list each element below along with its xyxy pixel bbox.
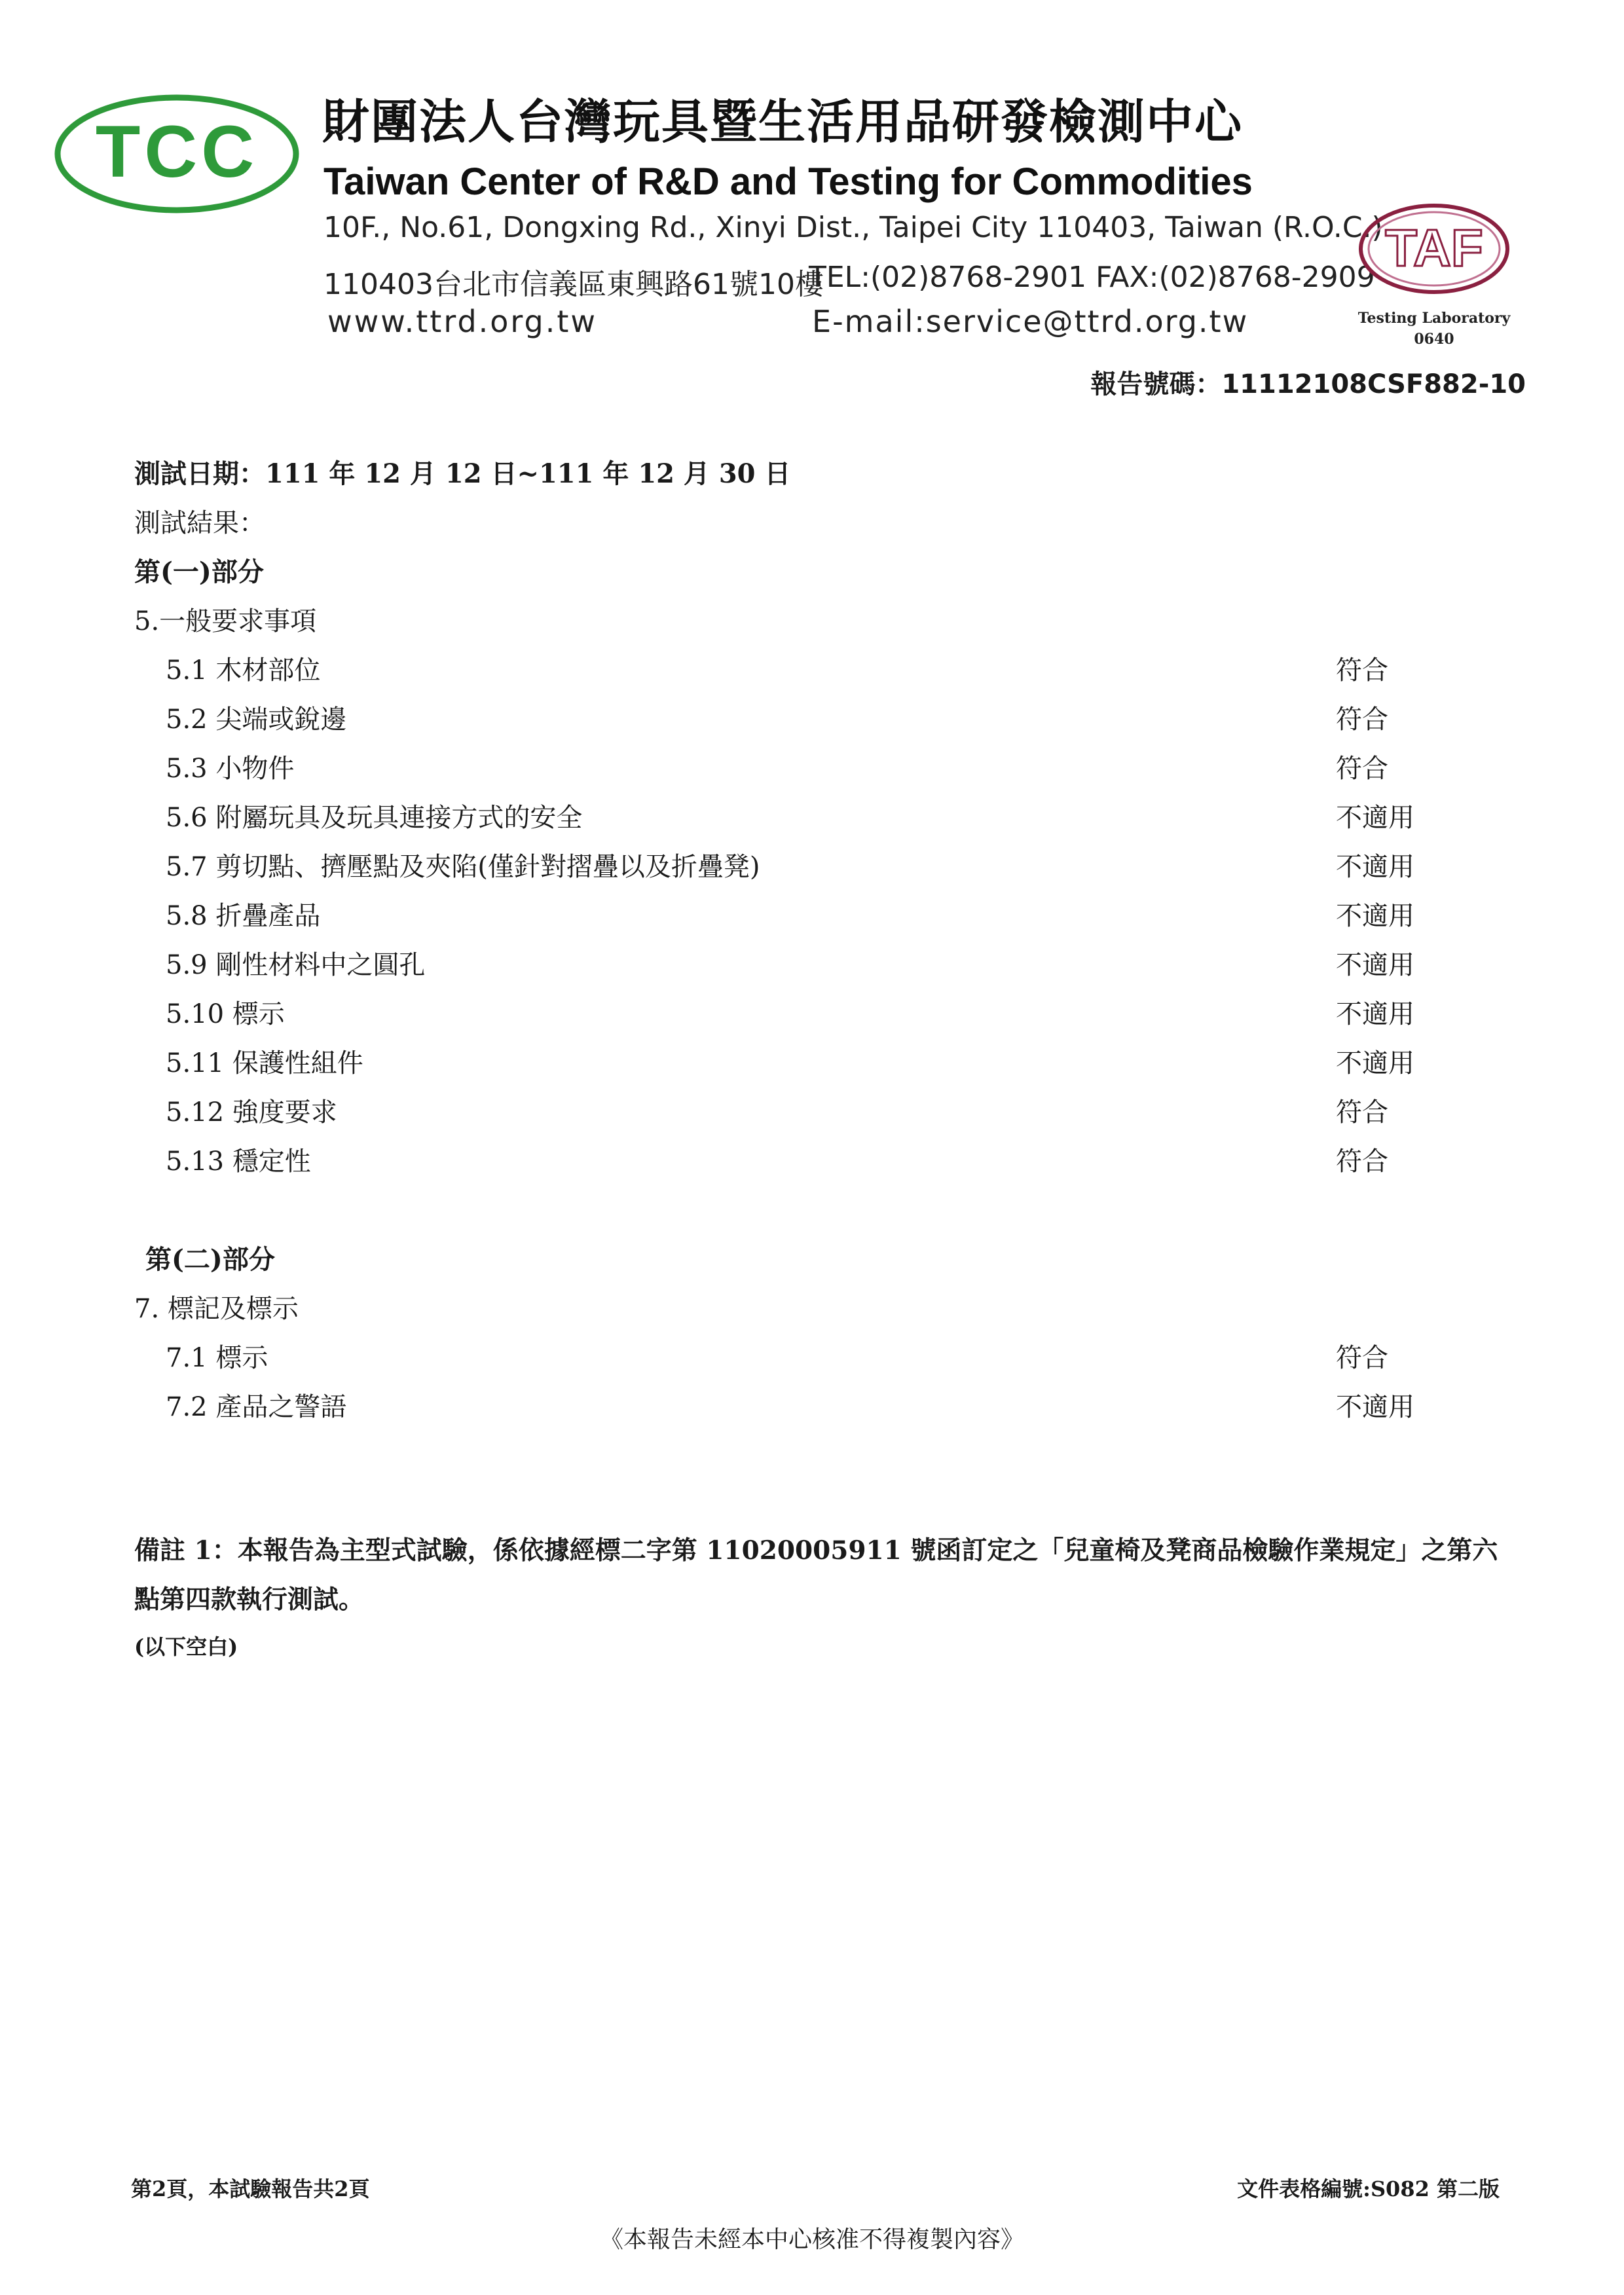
item-label: 5.6 附屬玩具及玩具連接方式的安全	[166, 803, 583, 833]
copy-notice: 《本報告未經本中心核准不得複製內容》	[599, 2226, 1024, 2253]
item-result: 不適用	[1336, 950, 1414, 980]
item-label: 5.12 強度要求	[166, 1097, 337, 1128]
item-label: 5.13 穩定性	[166, 1147, 311, 1177]
report-number: 報告號碼：11112108CSF882-10	[1090, 369, 1526, 399]
taf-caption-line1: Testing Laboratory	[1357, 310, 1511, 327]
taf-logo	[1356, 196, 1513, 308]
item-result: 不適用	[1336, 901, 1414, 931]
section5-title: 5.一般要求事項	[134, 606, 317, 636]
part1-heading: 第(一)部分	[134, 557, 264, 587]
taf-logo-text: TAF	[1385, 219, 1483, 277]
website: www.ttrd.org.tw	[327, 304, 597, 339]
item-result: 符合	[1336, 754, 1388, 784]
blank-below-note: (以下空白)	[134, 1634, 238, 1659]
item-label: 5.1 木材部位	[166, 655, 321, 686]
taf-caption-line2: 0640	[1414, 331, 1454, 348]
test-results-label: 測試結果：	[134, 508, 265, 538]
part2-heading: 第(二)部分	[145, 1244, 275, 1275]
org-name-en: Taiwan Center of R&D and Testing for Commodities	[323, 160, 1253, 203]
item-label: 5.3 小物件	[166, 754, 295, 784]
org-name-zh: 財團法人台灣玩具暨生活用品研發檢測中心	[322, 94, 1244, 149]
item-result: 符合	[1336, 1343, 1388, 1373]
item-result: 符合	[1336, 1097, 1388, 1128]
test-date: 測試日期：111 年 12 月 12 日~111 年 12 月 30 日	[134, 458, 791, 489]
item-label: 5.2 尖端或銳邊	[166, 705, 347, 735]
address-zh: 110403台北市信義區東興路61號10樓	[323, 268, 824, 301]
note-line-1: 備註 1：本報告為主型式試驗，係依據經標二字第 11020005911 號函訂定之「兒童椅及凳商品檢驗作業規定」之第六	[134, 1535, 1498, 1566]
address-en: 10F., No.61, Dongxing Rd., Xinyi Dist., Taipei City 110403, Taiwan (R.O.C.)	[323, 211, 1383, 244]
form-number: 文件表格編號:S082 第二版	[1237, 2176, 1500, 2201]
email: E-mail:service@ttrd.org.tw	[812, 304, 1249, 339]
item-result: 不適用	[1336, 999, 1414, 1029]
tcc-logo	[52, 92, 301, 216]
item-label: 7.2 產品之警語	[166, 1392, 347, 1422]
item-label: 5.7 剪切點、擠壓點及夾陷(僅針對摺疊以及折疊凳)	[166, 852, 760, 882]
taf-caption	[1336, 308, 1532, 350]
tel-fax: TEL:(02)8768-2901 FAX:(02)8768-2909	[809, 261, 1375, 294]
item-label: 5.11 保護性組件	[166, 1048, 363, 1078]
item-label: 5.9 剛性材料中之圓孔	[166, 950, 426, 980]
tcc-logo-text: TCC	[95, 111, 259, 193]
item-result: 不適用	[1336, 1048, 1414, 1078]
item-result: 符合	[1336, 705, 1388, 735]
item-result: 不適用	[1336, 1392, 1414, 1422]
note-line-2: 點第四款執行測試。	[134, 1585, 365, 1615]
item-label: 5.10 標示	[166, 999, 285, 1029]
item-result: 符合	[1336, 655, 1388, 686]
item-result: 不適用	[1336, 852, 1414, 882]
item-result: 不適用	[1336, 803, 1414, 833]
item-result: 符合	[1336, 1147, 1388, 1177]
section7-title: 7. 標記及標示	[134, 1294, 299, 1324]
item-label: 7.1 標示	[166, 1343, 268, 1373]
page-info: 第2頁，本試驗報告共2頁	[131, 2176, 370, 2201]
item-label: 5.8 折疊產品	[166, 901, 321, 931]
